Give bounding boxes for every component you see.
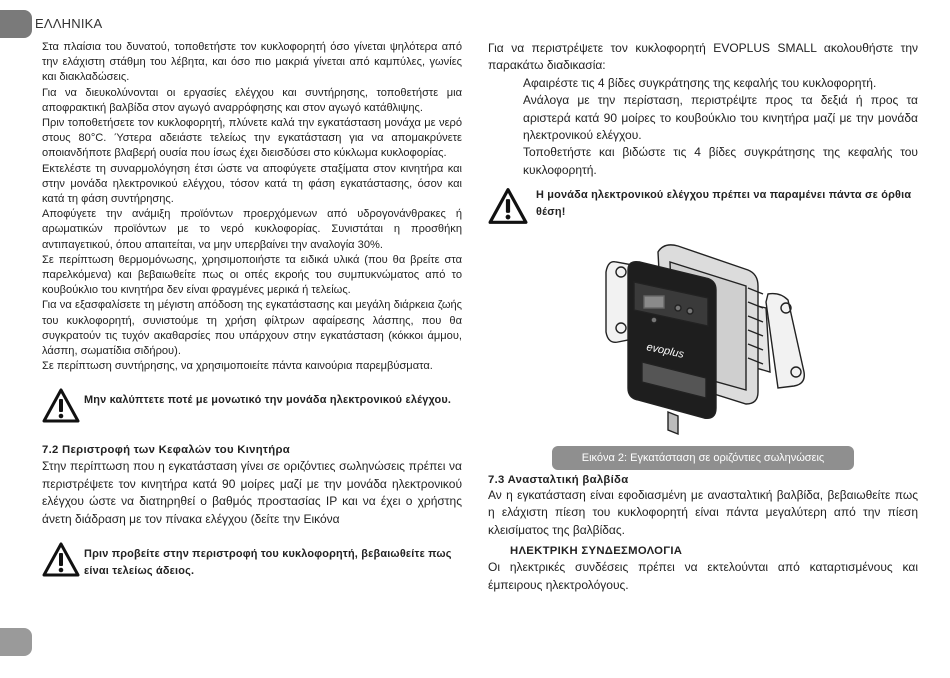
section-heading: 7.2 Περιστροφή των Κεφαλών του Κινητήρα	[42, 444, 291, 457]
intro-text: Για να περιστρέψετε τον κυκλοφορητή EVOPLUS SMALL ακολουθήστε την παρακάτω διαδικασία:	[488, 41, 918, 73]
left-column	[42, 40, 462, 579]
step-item: Αφαιρέστε τις 4 βίδες συγκράτησης της κεφαλής του κυκλοφορητή.	[523, 75, 877, 90]
right-column	[488, 40, 918, 225]
pump-illustration	[598, 222, 813, 444]
step-item: Τοποθετήστε και βιδώστε τις 4 βίδες συγκράτησης της κεφαλής του κυκλοφορητή.	[523, 145, 918, 177]
warning-text: Μην καλύπτετε ποτέ με μονωτικό την μονάδα ηλεκτρονικού ελέγχου.	[84, 394, 452, 407]
paragraph: Πριν τοποθετήσετε τον κυκλοφορητή, πλύνετε καλά την εγκατάσταση μονάχα με νερό στους 80°C. Ύστερα αδειάστε τελείως την εγκατάσταση για να απομακρύνετε οποιανδήποτε βλαβερή ουσία που ίσως έχει διεισδύσει στο κύκλωμα κυκλοφορίας.	[42, 117, 462, 160]
section-text: Στην περίπτωση που η εγκατάσταση γίνει σε οριζόντιες σωληνώσεις πρέπει να περιστρέψετε τον κινητήρα κατά 90 μοίρες μαζί με την μονάδα ηλεκτρονικού ελέγχου ώστε να διατηρηθεί ο βαθμός προστασίας IP και να έχει ο χρήστης άνετη διάδραση με τον πίνακα ελέγχου (δείτε την Εικόνα	[42, 459, 462, 526]
warning-triangle-icon	[42, 388, 80, 423]
warning-triangle-icon	[488, 187, 528, 225]
warning-box	[42, 388, 462, 423]
paragraph: Στα πλαίσια του δυνατού, τοποθετήστε τον κυκλοφορητή όσο γίνεται ψηλότερα από την ελάχιστη στάθμη του λέβητα, και όσο πιο μακριά γίνεται από καμπύλες, γωνίες και διακλαδώσεις.	[42, 41, 462, 84]
paragraph: Σε περίπτωση συντήρησης, να χρησιμοποιείτε πάντα καινούρια παρεμβύσματα.	[42, 360, 433, 373]
paragraph: Εκτελέστε τη συναρμολόγηση έτσι ώστε να αποφύγετε σταξίματα στον κινητήρα και στην μονάδα ηλεκτρονικού ελέγχου, τόσον κατά τη φάση εγκατάστασης, όσον και κατά τη φάση συντήρησης.	[42, 162, 462, 206]
warning-box	[488, 187, 918, 225]
page-tab-bottom	[0, 628, 32, 656]
section-7-3	[488, 474, 918, 594]
warning-text: Πριν προβείτε στην περιστροφή του κυκλοφορητή, βεβαιωθείτε πως είναι τελείως άδειος.	[84, 548, 452, 577]
section-heading: ΗΛΕΚΤΡΙΚΗ ΣΥΝΔΕΣΜΟΛΟΓΙΑ	[510, 545, 683, 558]
section-text: Οι ηλεκτρικές συνδέσεις πρέπει να εκτελούνται από καταρτισμένους και έμπειρους ηλεκτρολόγους.	[488, 560, 918, 592]
warning-box	[42, 542, 462, 579]
warning-text: Η μονάδα ηλεκτρονικού ελέγχου πρέπει να παραμένει πάντα σε όρθια θέση!	[536, 189, 912, 218]
figure-caption: Εικόνα 2: Εγκατάσταση σε οριζόντιες σωληνώσεις	[552, 446, 854, 470]
brand-label: evoplus	[645, 341, 685, 361]
section-text: Αν η εγκατάσταση είναι εφοδιασμένη με ανασταλτική βαλβίδα, βεβαιωθείτε πως η ελάχιστη πίεση του κυκλοφορητή είναι πάντα μεγαλύτερη από την πίεση κλεισίματος της βαλβίδας.	[488, 488, 918, 537]
paragraph: Για να διευκολύνονται οι εργασίες ελέγχου και συντήρησης, τοποθετήστε μια αποφρακτική βαλβίδα στον αγωγό αναρρόφησης και στον αγωγό κατάθλιψης.	[42, 86, 462, 114]
paragraph: Σε περίπτωση θερμομόνωσης, χρησιμοποιήστε τα ειδικά υλικά (που θα βρείτε στα παρελκόμενα) και βεβαιωθείτε πως οι οπές εκροής του συμπυκνώματος από το κουβούκλιο του κινητήρα δεν είναι φραγμένες μερικά ή τελείως.	[42, 253, 462, 297]
step-item: Ανάλογα με την περίσταση, περιστρέψτε προς τα δεξιά ή προς τα αριστερά κατά 90 μοίρες το κουβούκλιο του κινητήρα μαζί με την μονάδα ηλεκτρονικού ελέγχου.	[523, 93, 918, 143]
paragraph: Αποφύγετε την ανάμιξη προϊόντων προερχόμενων από υδρογονάνθρακες ή αρωματικών προϊόντων με το νερό κυκλοφορίας. Συνιστάται η προσθήκη αντιπαγετικού, όπου απαιτείται, να μην υπερβαίνει την αναλογία 30%.	[42, 208, 462, 251]
page-tab-top	[0, 10, 32, 38]
language-header: ΕΛΛΗΝΙΚΑ	[35, 16, 103, 31]
section-heading: 7.3 Ανασταλτική βαλβίδα	[488, 474, 629, 486]
paragraph: Για να εξασφαλίσετε τη μέγιστη απόδοση της εγκατάστασης και μεγάλη διάρκεια ζωής του κυκλοφορητή, συνιστούμε τη χρήση φίλτρων αφαίρεσης λάσπης, που θα συγκρατούν τις τυχόν ακαθαρσίες που υπάρχουν στην εγκατάσταση (κόκκοι άμμου, λάσπη, σωματίδια σιδήρου).	[42, 299, 462, 358]
warning-triangle-icon	[42, 542, 80, 577]
